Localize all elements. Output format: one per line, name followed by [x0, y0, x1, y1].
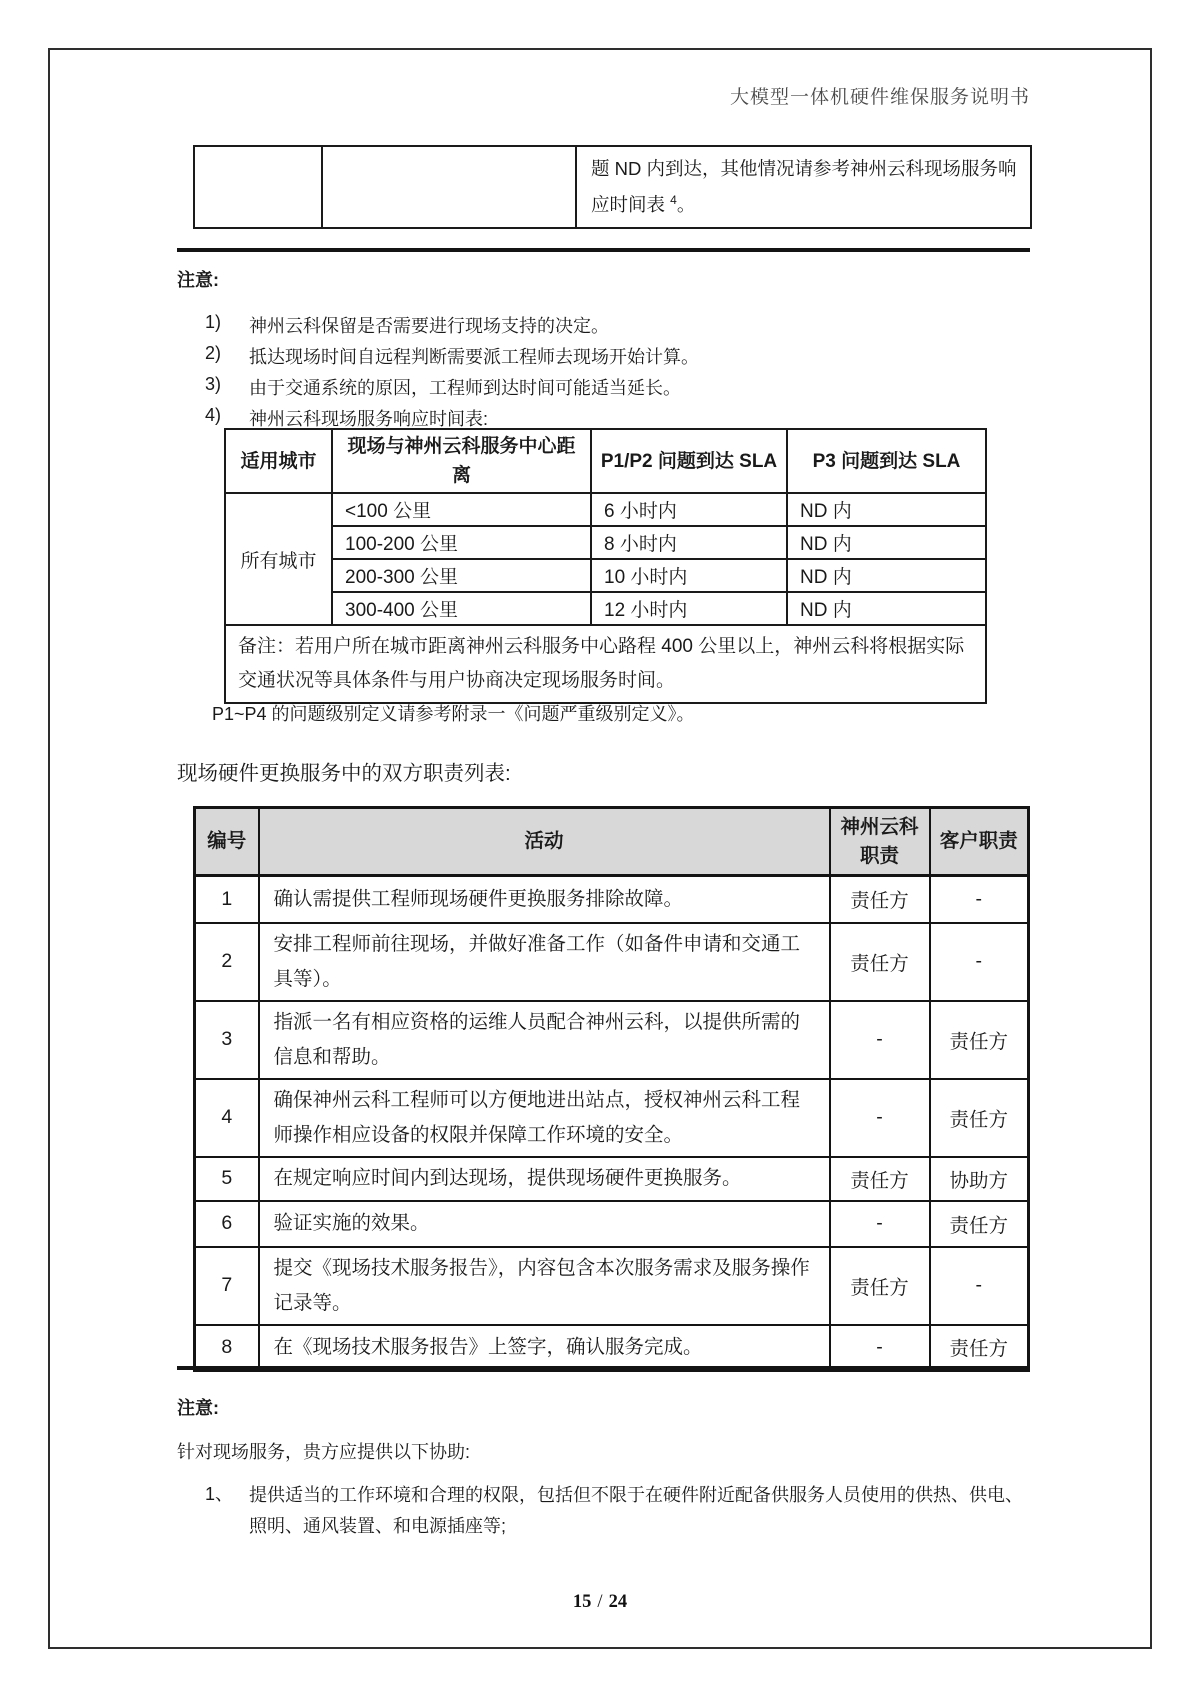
notes-label: 注意: — [177, 270, 219, 290]
p3-sla-cell: ND 内 — [787, 493, 986, 526]
table-row — [195, 1001, 1029, 1079]
city-cell: 所有城市 — [225, 493, 332, 625]
column-header-p1p2-sla: P1/P2 问题到达 SLA — [591, 429, 787, 493]
p1p2-sla-cell: 8 小时内 — [591, 526, 787, 559]
list-item — [205, 374, 681, 400]
responsibilities-table — [193, 806, 1030, 1372]
section-divider-rule-top — [177, 248, 1030, 252]
activity-cell: 确认需提供工程师现场硬件更换服务排除故障。 — [259, 876, 830, 923]
table-row — [225, 592, 986, 625]
page-footer — [0, 1592, 1200, 1613]
list-item-text: 提供适当的工作环境和合理的权限，包括但不限于在硬件附近配备供服务人员使用的供热、供电、照明、通风装置、和电源插座等; — [249, 1485, 1023, 1536]
customer-duty-cell: 责任方 — [930, 1325, 1029, 1371]
table-row — [195, 1201, 1029, 1247]
dcits-duty-cell: - — [830, 1001, 930, 1079]
list-item-text: 抵达现场时间自远程判断需要派工程师去现场开始计算。 — [249, 347, 699, 367]
row-number-cell: 1 — [195, 876, 259, 923]
distance-cell: 300-400 公里 — [332, 592, 591, 625]
row-number-cell: 6 — [195, 1201, 259, 1247]
row-number-cell: 5 — [195, 1157, 259, 1201]
notes-label: 注意: — [177, 1398, 219, 1418]
dcits-duty-cell: - — [830, 1079, 930, 1157]
empty-cell — [322, 146, 576, 228]
list-item — [205, 312, 609, 338]
row-number-cell: 4 — [195, 1079, 259, 1157]
p3-sla-cell: ND 内 — [787, 526, 986, 559]
customer-duty-cell: - — [930, 923, 1029, 1001]
list-item — [205, 343, 699, 369]
sla-response-time-table — [224, 428, 987, 704]
table-row — [195, 923, 1029, 1001]
customer-duty-cell: 责任方 — [930, 1201, 1029, 1247]
footnote-marker: 4 — [670, 192, 677, 207]
distance-cell: 100-200 公里 — [332, 526, 591, 559]
period: 。 — [676, 194, 696, 215]
customer-duty-cell: 责任方 — [930, 1079, 1029, 1157]
column-header-city: 适用城市 — [225, 429, 332, 493]
customer-duty-cell: 责任方 — [930, 1001, 1029, 1079]
customer-duty-cell: - — [930, 876, 1029, 923]
p1p2-sla-cell: 12 小时内 — [591, 592, 787, 625]
row-number-cell: 2 — [195, 923, 259, 1001]
p3-sla-cell: ND 内 — [787, 559, 986, 592]
list-item-number: 3) — [205, 374, 222, 394]
top-continuation-table — [193, 145, 1032, 229]
row-number-cell: 3 — [195, 1001, 259, 1079]
table-remark-cell: 备注：若用户所在城市距离神州云科服务中心路程 400 公里以上，神州云科将根据实际交通状况等具体条件与用户协商决定现场服务时间。 — [225, 625, 986, 703]
p3-sla-cell: ND 内 — [787, 592, 986, 625]
table-note-row — [225, 625, 986, 703]
list-item-number: 2) — [205, 343, 222, 363]
distance-cell: 200-300 公里 — [332, 559, 591, 592]
table-row — [225, 493, 986, 526]
activity-cell: 指派一名有相应资格的运维人员配合神州云科，以提供所需的信息和帮助。 — [259, 1001, 830, 1079]
column-header-distance: 现场与神州云科服务中心距离 — [332, 429, 591, 493]
page-number-current: 15 — [572, 1592, 592, 1612]
table-row — [195, 1157, 1029, 1201]
dcits-duty-cell: 责任方 — [830, 1157, 930, 1201]
empty-cell — [194, 146, 322, 228]
activity-cell: 验证实施的效果。 — [259, 1201, 830, 1247]
p1p2-sla-cell: 10 小时内 — [591, 559, 787, 592]
table-row — [225, 526, 986, 559]
activity-cell: 安排工程师前往现场，并做好准备工作（如备件申请和交通工具等）。 — [259, 923, 830, 1001]
activity-cell: 在《现场技术服务报告》上签字，确认服务完成。 — [259, 1325, 830, 1371]
table-header-row — [195, 808, 1029, 876]
list-item-number: 1、 — [205, 1484, 234, 1504]
activity-cell: 确保神州云科工程师可以方便地进出站点，授权神州云科工程师操作相应设备的权限并保障工作环境的安全。 — [259, 1079, 830, 1157]
continuation-text-cell — [576, 146, 1031, 228]
section-title: 现场硬件更换服务中的双方职责列表: — [177, 762, 511, 785]
row-number-cell: 8 — [195, 1325, 259, 1371]
list-item-text: 神州云科保留是否需要进行现场支持的决定。 — [249, 316, 609, 336]
table-header-row — [225, 429, 986, 493]
column-header-dcits-duty: 神州云科职责 — [830, 808, 930, 876]
activity-cell: 提交《现场技术服务报告》，内容包含本次服务需求及服务操作记录等。 — [259, 1247, 830, 1325]
column-header-activity: 活动 — [259, 808, 830, 876]
notes-intro-text: 针对现场服务，贵方应提供以下协助: — [177, 1442, 470, 1462]
p1p2-sla-cell: 6 小时内 — [591, 493, 787, 526]
list-item-number: 4) — [205, 405, 222, 425]
list-item — [205, 1480, 1035, 1542]
table-row — [225, 559, 986, 592]
column-header-customer-duty: 客户职责 — [930, 808, 1029, 876]
dcits-duty-cell: - — [830, 1201, 930, 1247]
dcits-duty-cell: 责任方 — [830, 1247, 930, 1325]
list-item-text: 神州云科现场服务响应时间表: — [249, 409, 488, 429]
appendix-reference-note: P1~P4 的问题级别定义请参考附录一《问题严重级别定义》。 — [212, 704, 695, 724]
page-number-total: 24 — [608, 1592, 628, 1612]
customer-duty-cell: - — [930, 1247, 1029, 1325]
activity-cell: 在规定响应时间内到达现场，提供现场硬件更换服务。 — [259, 1157, 830, 1201]
table-row — [194, 146, 1031, 228]
customer-duty-cell: 协助方 — [930, 1157, 1029, 1201]
list-item-number: 1) — [205, 312, 222, 332]
column-header-number: 编号 — [195, 808, 259, 876]
table-row — [195, 1325, 1029, 1371]
table-row — [195, 1247, 1029, 1325]
table-row — [195, 876, 1029, 923]
row-number-cell: 7 — [195, 1247, 259, 1325]
distance-cell: <100 公里 — [332, 493, 591, 526]
table-row — [195, 1079, 1029, 1157]
column-header-p3-sla: P3 问题到达 SLA — [787, 429, 986, 493]
section-divider-rule-bottom — [177, 1366, 1030, 1370]
list-item-text: 由于交通系统的原因，工程师到达时间可能适当延长。 — [249, 378, 681, 398]
continuation-text: 题 ND 内到达，其他情况请参考神州云科现场服务响应时间表 — [591, 158, 1017, 215]
dcits-duty-cell: 责任方 — [830, 923, 930, 1001]
dcits-duty-cell: - — [830, 1325, 930, 1371]
dcits-duty-cell: 责任方 — [830, 876, 930, 923]
document-header-title: 大模型一体机硬件维保服务说明书 — [729, 87, 1030, 108]
page-number-separator: / — [597, 1592, 603, 1612]
